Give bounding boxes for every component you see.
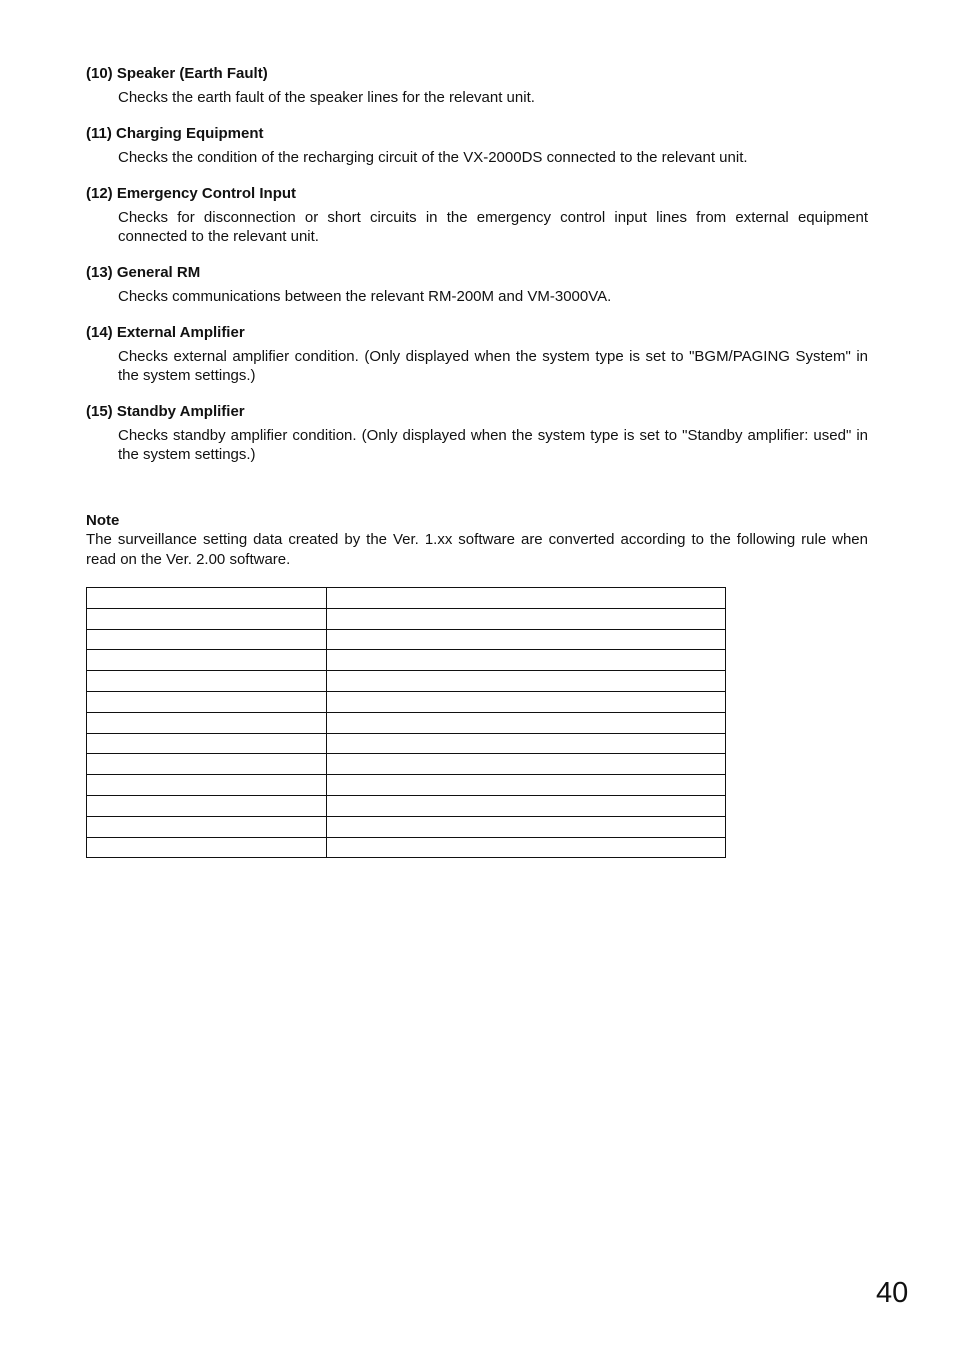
section xyxy=(86,124,868,167)
table-cell xyxy=(327,733,726,754)
table-cell xyxy=(87,588,327,609)
table-cell xyxy=(87,816,327,837)
table-cell xyxy=(87,733,327,754)
section-heading: (12) Emergency Control Input xyxy=(86,185,297,202)
section-body: Checks the earth fault of the speaker lines for the relevant unit. xyxy=(118,89,535,106)
section-body: Checks communications between the relevant RM-200M and VM-3000VA. xyxy=(118,288,612,305)
table-cell xyxy=(327,671,726,692)
table-row xyxy=(87,588,726,609)
table-cell xyxy=(87,671,327,692)
section-body: Checks the condition of the recharging circuit of the VX-2000DS connected to the relevant unit. xyxy=(118,149,748,166)
section xyxy=(86,402,868,464)
table-row xyxy=(87,691,726,712)
table-cell xyxy=(87,712,327,733)
table-cell xyxy=(327,650,726,671)
table-cell xyxy=(327,608,726,629)
table-row xyxy=(87,837,726,858)
section xyxy=(86,184,868,246)
table-row xyxy=(87,671,726,692)
section xyxy=(86,323,868,385)
table-row xyxy=(87,712,726,733)
section-heading: (13) General RM xyxy=(86,264,201,281)
table-cell xyxy=(87,775,327,796)
document-content xyxy=(86,64,868,570)
table-cell xyxy=(87,650,327,671)
conversion-table xyxy=(86,587,726,858)
table-cell xyxy=(87,691,327,712)
section xyxy=(86,263,868,306)
table-row xyxy=(87,608,726,629)
note-text: The surveillance setting data created by the Ver. 1.xx software are converted according to the following rule when read on the Ver. 2.00 software. xyxy=(86,531,868,568)
table-cell xyxy=(87,629,327,650)
table-row xyxy=(87,816,726,837)
section-body: Checks standby amplifier condition. (Only displayed when the system type is set to "Standby amplifier: used" in the system settings.) xyxy=(118,427,868,463)
section-list xyxy=(86,64,868,464)
section-heading: (11) Charging Equipment xyxy=(86,125,264,142)
section-heading: (10) Speaker (Earth Fault) xyxy=(86,65,268,82)
note-block xyxy=(86,511,868,570)
table-row xyxy=(87,629,726,650)
conversion-table-body xyxy=(87,588,726,858)
table-cell xyxy=(87,754,327,775)
table-cell xyxy=(327,775,726,796)
table-row xyxy=(87,775,726,796)
table-cell xyxy=(327,837,726,858)
table-cell xyxy=(327,588,726,609)
section-body: Checks for disconnection or short circuits in the emergency control input lines from external equipment connected to the relevant unit. xyxy=(118,209,868,245)
section-heading: (15) Standby Amplifier xyxy=(86,403,245,420)
table-cell xyxy=(87,608,327,629)
note-title: Note xyxy=(86,512,120,529)
table-row xyxy=(87,795,726,816)
section-heading: (14) External Amplifier xyxy=(86,324,245,341)
section xyxy=(86,64,868,107)
table-cell xyxy=(87,795,327,816)
table-cell xyxy=(327,816,726,837)
section-body: Checks external amplifier condition. (Only displayed when the system type is set to "BGM/PAGING System" in the system settings.) xyxy=(118,348,868,384)
table-cell xyxy=(87,837,327,858)
table-row xyxy=(87,733,726,754)
page-number: 40 xyxy=(876,1277,909,1309)
table-cell xyxy=(327,629,726,650)
table-cell xyxy=(327,795,726,816)
table-row xyxy=(87,650,726,671)
table-cell xyxy=(327,754,726,775)
table-cell xyxy=(327,691,726,712)
table-cell xyxy=(327,712,726,733)
table-row xyxy=(87,754,726,775)
